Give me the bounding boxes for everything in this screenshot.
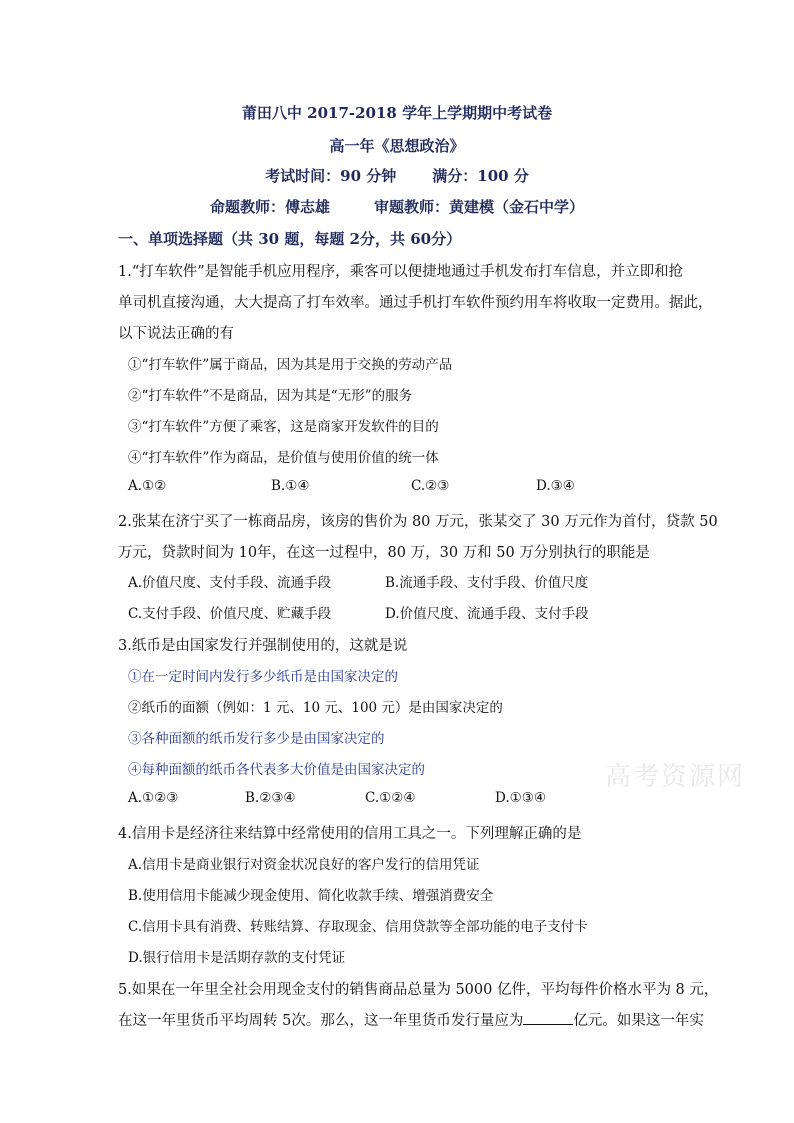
- q4-option-d: D.银行信用卡是活期存款的支付凭证: [128, 950, 346, 966]
- exam-teachers: [0, 196, 794, 217]
- q3-option-c: C.①②④: [365, 790, 416, 806]
- q5-text-after-blank: 亿元。如果这一年实: [573, 1013, 704, 1029]
- q1-statement: ①“打车软件”属于商品，因为其是用于交换的劳动产品: [128, 357, 453, 373]
- q2-stem-line: 万元，贷款时间为 10年，在这一过程中，80 万，30 万和 50 万分别执行的职能是: [118, 545, 650, 561]
- q1-statement: ④“打车软件”作为商品，是价值与使用价值的统一体: [128, 450, 439, 466]
- q1-statement: ②“打车软件”不是商品，因为其是“无形”的服务: [128, 388, 413, 404]
- q3-option-d: D.①③④: [495, 790, 546, 806]
- q5-stem-line: [118, 1009, 704, 1030]
- exam-time: 考试时间：90 分钟: [265, 167, 397, 185]
- q1-option-c: C.②③: [411, 478, 450, 494]
- full-score: 满分：100 分: [432, 167, 529, 185]
- section-heading: 一、单项选择题（共 30 题，每题 2分，共 60分）: [118, 230, 462, 248]
- q2-option-b: B.流通手段、支付手段、价值尺度: [385, 575, 589, 591]
- q2-option-d: D.价值尺度、流通手段、支付手段: [385, 606, 589, 622]
- q4-stem: 4.信用卡是经济往来结算中经常使用的信用工具之一。下列理解正确的是: [118, 826, 582, 842]
- q4-option-a: A.信用卡是商业银行对资金状况良好的客户发行的信用凭证: [128, 857, 480, 873]
- watermark: 高考资源网: [605, 762, 746, 792]
- exam-subtitle: 高一年《思想政治》: [329, 137, 465, 155]
- q5-answer-blank: [523, 1010, 573, 1025]
- q3-option-b: B.②③④: [245, 790, 296, 806]
- q1-option-d: D.③④: [536, 478, 575, 494]
- q3-statement: ②纸币的面额（例如：1 元、10 元、100 元）是由国家决定的: [128, 700, 503, 716]
- q1-stem-line: 以下说法正确的有: [118, 326, 234, 342]
- q4-option-c: C.信用卡具有消费、转账结算、存取现金、信用贷款等全部功能的电子支付卡: [128, 919, 588, 935]
- exam-time-score: [0, 165, 794, 186]
- q3-statement: ③各种面额的纸币发行多少是由国家决定的: [128, 731, 385, 747]
- author-teacher: 命题教师：傅志雄: [209, 198, 330, 216]
- q3-statement: ④每种面额的纸币各代表多大价值是由国家决定的: [128, 762, 425, 778]
- q3-option-a: A.①②③: [128, 790, 179, 806]
- q5-stem-line: 5.如果在一年里全社会用现金支付的销售商品总量为 5000 亿件，平均每件价格水平为 8 元，: [118, 982, 719, 998]
- q1-option-a: A.①②: [128, 478, 167, 494]
- q2-option-c: C.支付手段、价值尺度、贮藏手段: [128, 606, 332, 622]
- q5-text-before-blank: 在这一年里货币平均周转 5次。那么，这一年里货币发行量应为: [118, 1013, 524, 1029]
- q1-statement: ③“打车软件”方便了乘客，这是商家开发软件的目的: [128, 419, 439, 435]
- q1-stem-line: 1.“打车软件”是智能手机应用程序，乘客可以便捷地通过手机发布打车信息，并立即和抢: [118, 264, 684, 280]
- q1-option-b: B.①④: [271, 478, 310, 494]
- q2-stem-line: 2.张某在济宁买了一栋商品房，该房的售价为 80 万元，张某交了 30 万元作为首付，贷款 50: [118, 514, 718, 530]
- q3-statement: ①在一定时间内发行多少纸币是由国家决定的: [128, 669, 398, 685]
- q1-stem-line: 单司机直接沟通，大大提高了打车效率。通过手机打车软件预约用车将收取一定费用。据此，: [118, 295, 713, 311]
- q4-option-b: B.使用信用卡能减少现金使用、简化收款手续、增强消费安全: [128, 888, 494, 904]
- reviewer-teacher: 审题教师：黄建模（金石中学）: [374, 198, 585, 216]
- q3-stem: 3.纸币是由国家发行并强制使用的，这就是说: [118, 638, 408, 654]
- q2-option-a: A.价值尺度、支付手段、流通手段: [128, 575, 332, 591]
- exam-title: 莆田八中 2017-2018 学年上学期期中考试卷: [241, 104, 553, 122]
